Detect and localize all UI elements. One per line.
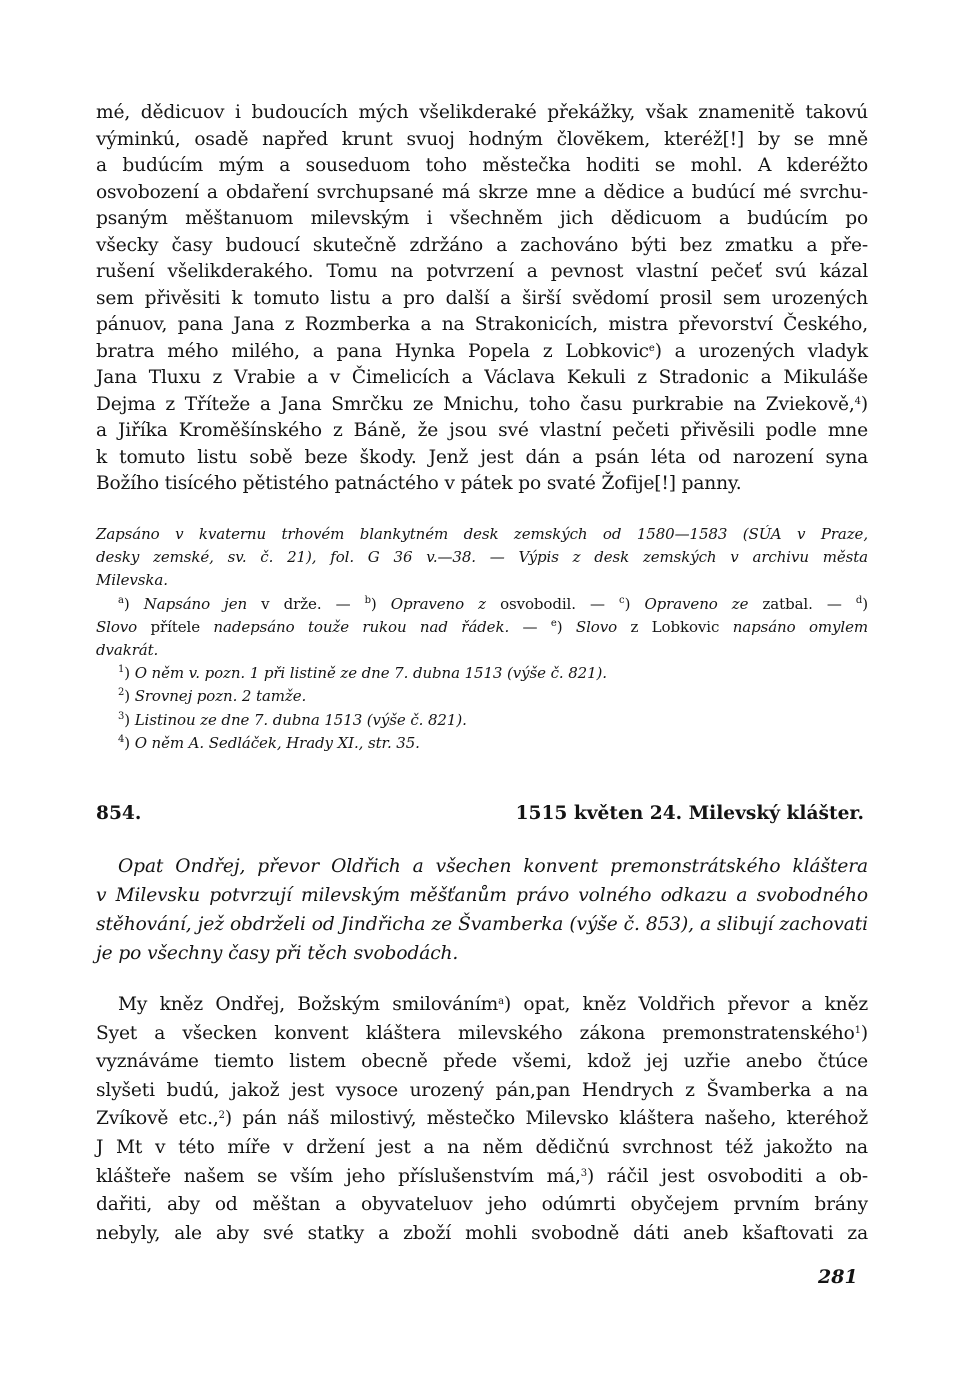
summary-line: Opat Ondřej, převor Oldřich a všechen konvent premonstrátského kláštera — [118, 856, 868, 877]
text-line: výminkú, osadě napřed krunt svuoj hodným človĕkem, kteréž[!] by se mně — [96, 128, 868, 150]
note-marker: a — [498, 996, 504, 1007]
text-line: všecky časy budoucí skutečně zdržáno a zachováno býti bez zmatku a pře- — [96, 234, 868, 256]
text-segment: Syet a všecken konvent kláštera milevského zákona premonstratenského — [96, 1022, 855, 1044]
note-marker: d — [855, 594, 863, 606]
note-italic: nadepsáno touže rukou nad řádek. — [213, 617, 510, 636]
footnote-marker: 4 — [118, 733, 125, 745]
source-line: Zapsáno v kvaternu trhovém blankytném desk zemských od 1580—1583 (SÚA v Praze, — [96, 525, 868, 543]
text-line — [96, 392, 868, 419]
footnote-text: O něm v. pozn. 1 při listině ze dne 7. dubna 1513 (výše č. 821). — [134, 664, 607, 683]
charter-continuation — [96, 100, 868, 498]
note-italic: Opraveno ze — [644, 594, 749, 613]
note-marker: b — [364, 594, 371, 606]
text-line: Božího tisícého pětistého patnáctého v pátek po svaté Žofije[!] panny. — [96, 473, 742, 494]
note-text: přítele — [137, 617, 214, 636]
text-line: dařiti, aby od měštan a obyvateluov jeho odúmrti obyčejem prvním brány — [96, 1194, 868, 1216]
note-italic: Slovo — [96, 617, 138, 636]
document-header — [96, 803, 864, 824]
footnote-text: O něm A. Sedláček, Hrady XI., str. 35. — [134, 733, 420, 752]
textual-note-line: dvakrát. — [96, 641, 159, 660]
text-segment: Dejma z Třítežе a Jana Smrčku ze Mnichu, toho času purkrabie na Zviekově, — [96, 393, 855, 415]
text-segment: klášteře našem se vším jeho příslušenstvím má, — [96, 1165, 581, 1187]
footnote-text: Listinou ze dne 7. dubna 1513 (výše č. 821). — [134, 710, 467, 729]
text-segment: ) a urozených vladyk — [654, 340, 868, 362]
footnote-marker: 3 — [118, 710, 125, 722]
page-number: 281 — [818, 1266, 858, 1288]
text-line: pánuov, pana Jana z Rozmberka a na Strakonicích, mistra převorství Českého, — [96, 314, 868, 335]
source-notes — [96, 523, 868, 755]
summary-line: je po všechny časy při těch svobodách. — [96, 943, 459, 964]
text-line — [96, 339, 868, 366]
source-line: desky zemské, sv. č. 21), fol. G 36 v.—38. — Výpis z desk zemských v archivu města — [96, 548, 868, 567]
text-line: Jana Tluxu z Vrabie a v Čimelicích a Václava Kekuli z Stradonic a Mikuláše — [96, 367, 868, 388]
note-text: v drže. — — [247, 594, 365, 613]
footnote-marker: 3 — [580, 1167, 588, 1179]
note-italic: Opraveno z — [390, 594, 486, 613]
text-line — [96, 991, 868, 1020]
note-text: — — [509, 617, 551, 636]
text-segment: ) — [860, 1022, 868, 1044]
footnote: $^1$) O něm v. pozn. 1 při listině ze dne 7. dubna 1513 (výše č. 821). — [118, 664, 607, 683]
summary-line: stěhování, jež obdrželi od Jindřicha ze Švamberka (výše č. 853), a slibují zachovati — [96, 914, 868, 935]
text-line: nebyly, ale aby své statky a zboží mohli svobodně dáti aneb kšaftovati za — [96, 1222, 868, 1244]
source-line: Milevska. — [96, 571, 168, 590]
charter-text — [96, 991, 868, 1248]
note-italic: napsáno omylem — [732, 617, 868, 636]
text-line: slyšeti budú, jakož jest vysoce urozený pán,pan Hendrych z Švamberka a na — [96, 1079, 868, 1101]
text-line: osvobození a obdaření svrchupsané má skrze mne a dědice a budúcí mé svrchu- — [96, 181, 868, 203]
document-number: 854. — [96, 803, 142, 824]
text-segment: ) ráčil jest osvoboditi a ob- — [587, 1165, 868, 1187]
text-line — [96, 1020, 868, 1049]
note-marker: e — [648, 342, 655, 354]
text-line: J Mt v této míře v držení jest a na něm dědičnú svrchnost též jakožto na — [96, 1136, 868, 1158]
document-summary — [96, 852, 868, 968]
text-line: mé, dědicuov i budoucích mých všelikderaké překážky, však znamenitě takovú — [96, 102, 868, 123]
text-line: a Jiříka Kroměšínského z Báně, že jsou své vlastní pečeti přivěsili podle mne — [96, 420, 868, 441]
text-line: psaným měštanuom milevským i všechněm jich dědicuom a budúcím po — [96, 208, 868, 229]
text-segment: ) opat, kněz Voldřich převor a kněz — [503, 994, 868, 1015]
text-line: rušení všelikderakého. Tomu na potvrzení a pevnost vlastní pečeť svú kázal — [96, 261, 868, 282]
note-marker: c — [619, 594, 625, 606]
text-segment: My kněz Ondřej, Božským smilováním — [118, 994, 499, 1015]
note-italic: Slovo — [575, 617, 618, 636]
text-segment: ) pán náš milostivý, městečko Milevsko kláštera našeho, kteréhož — [224, 1108, 868, 1130]
footnote-marker: 4 — [854, 395, 861, 407]
note-text: osvobodil. — — [485, 594, 620, 613]
footnote-marker: 2 — [118, 687, 125, 699]
footnote: $^2$) Srovnej pozn. 2 tamže. — [118, 687, 307, 706]
summary-line: v Milevsku potvrzují milevským měšťanům právo volného odkazu a svobodného — [96, 885, 868, 906]
textual-note-line: $^a$) Napsáno jen v drže. — $^b$) Opraveno z osvobodil. — $^c$) Opraveno ze zatbal. — $^d$) — [118, 594, 868, 613]
text-segment: Zvíkově etc., — [96, 1108, 219, 1130]
footnote-marker: 1 — [854, 1024, 861, 1036]
footnote-marker: 2 — [218, 1110, 225, 1122]
text-line: a budúcím mým a souseduom toho městečka hoditi se mohl. A kderéžto — [96, 155, 868, 176]
text-line — [96, 1105, 868, 1134]
text-segment: ) — [860, 393, 868, 415]
footnote-marker: 1 — [118, 664, 125, 676]
note-text: z Lobkovic — [617, 617, 733, 636]
textual-note-line: Slovo přítele nadepsáno touže rukou nad řádek. — $^e$) Slovo z Lobkovic napsáno omylem — [96, 617, 868, 636]
note-marker: a — [118, 594, 124, 606]
document-date-place: 1515 květen 24. Milevský klášter. — [515, 803, 864, 824]
text-line: vyznáváme tiemto listem obecně přede všemi, kdož jej uzřie anebo čtúce — [96, 1051, 868, 1073]
text-line — [96, 1163, 868, 1192]
footnote-text: Srovnej pozn. 2 tamže. — [134, 687, 307, 706]
text-segment: bratra mého milého, a pana Hynka Popela z Lobkovic — [96, 340, 649, 362]
text-line: sem přivěsiti k tomuto listu a pro další a širší svědomí prosil sem urozených — [96, 287, 868, 309]
footnote: $^3$) Listinou ze dne 7. dubna 1513 (výše č. 821). — [118, 710, 467, 729]
note-marker: e — [550, 617, 557, 629]
text-line: k tomuto listu sobě beze škody. Jenž jest dán a psán léta od narození syna — [96, 446, 868, 468]
note-text: zatbal. — — [748, 594, 856, 613]
note-italic: Napsáno jen — [143, 594, 248, 613]
footnote: $^4$) O něm A. Sedláček, Hrady XI., str. 35. — [118, 733, 420, 752]
